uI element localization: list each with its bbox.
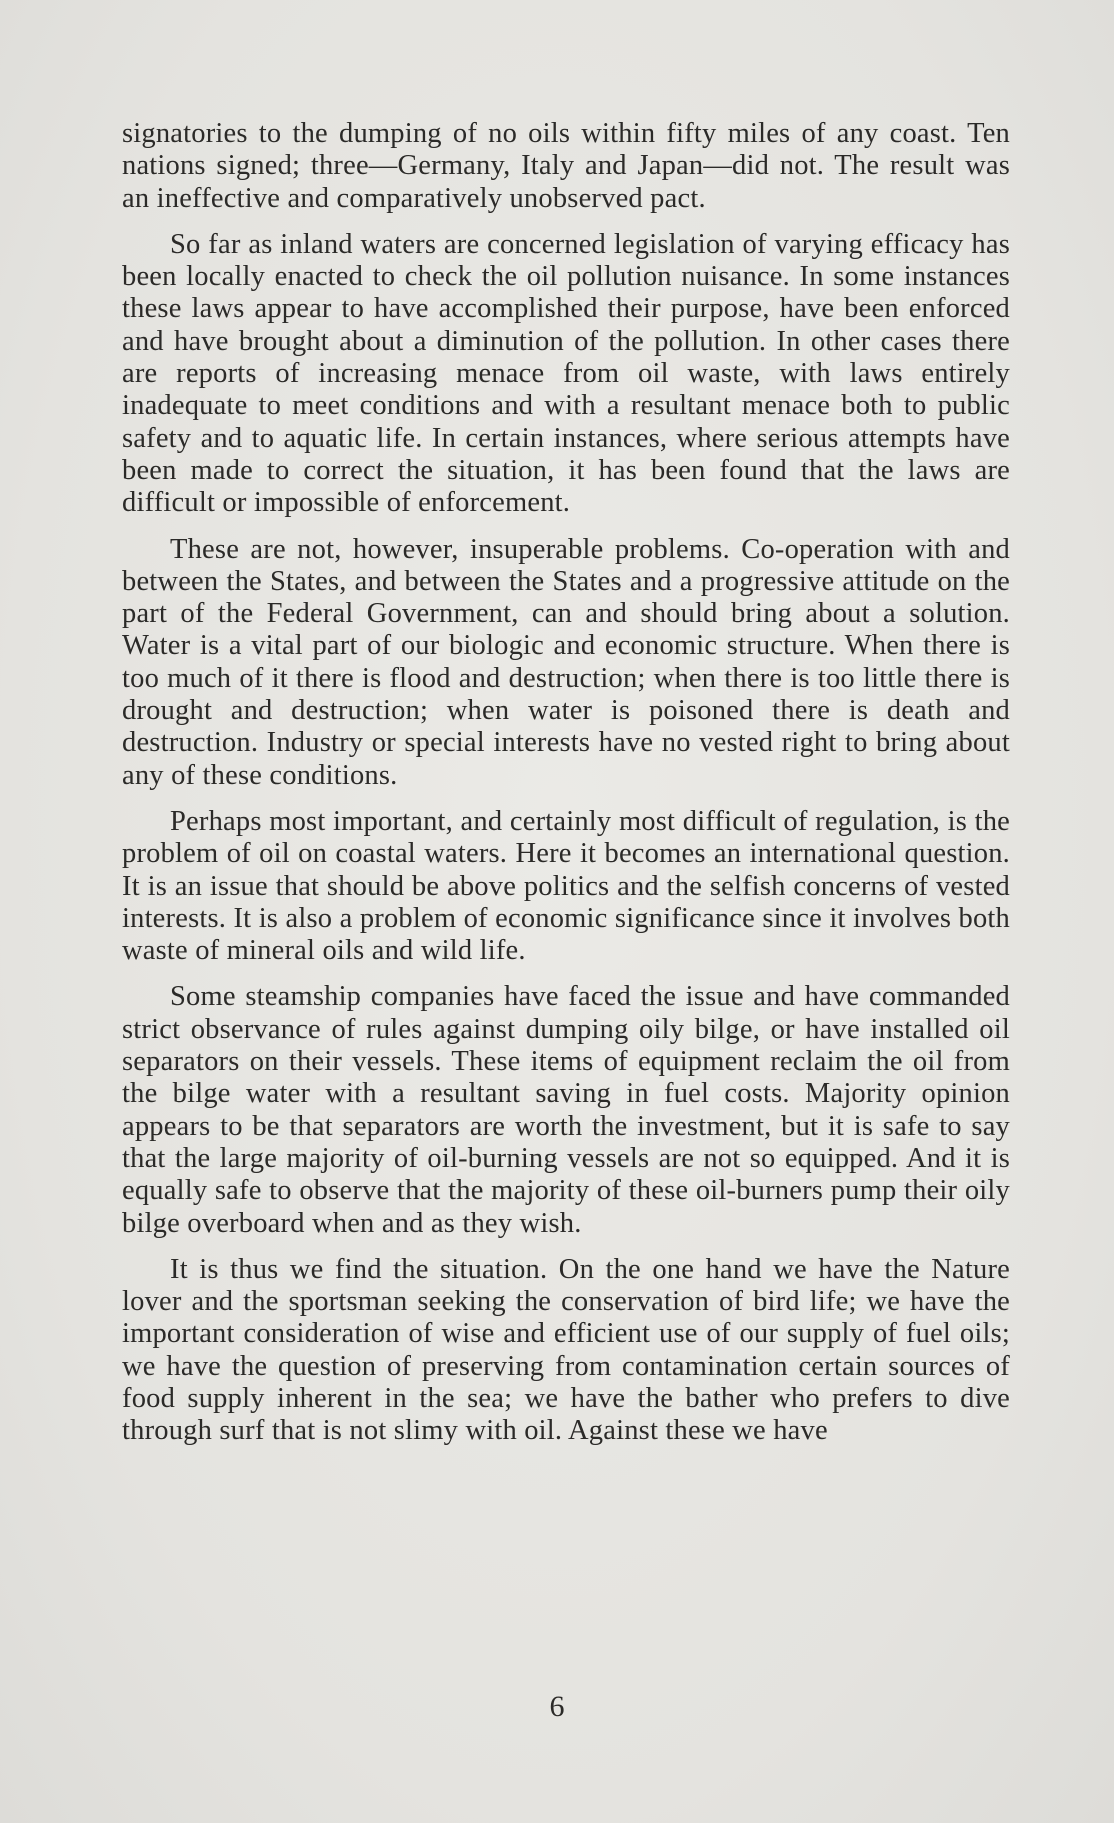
paragraph-insuperable-problems: These are not, however, insuperable problems. Co-operation with and between the States, and between the States and a progressive attitude on the part of the Federal Government, can and should bring about a solution. Water is a vital part of our biologic and economic structure. When there is too much of it there is flood and destruction; when there is too little there is drought and destruction; when water is poisoned there is death and destruction. Industry or special interests have no vested right to bring about any of these conditions. — [122, 533, 1010, 791]
page-number: 6 — [549, 1690, 565, 1723]
paragraph-continuation: signatories to the dumping of no oils within fifty miles of any coast. Ten nations signed; three—Germany, Italy and Japan—did not. The result was an ineffective and comparatively unobserved pact. — [122, 118, 1010, 214]
paragraph-inland-waters: So far as inland waters are concerned legislation of varying efficacy has been locally enacted to check the oil pollution nuisance. In some instances these laws appear to have accomplished their purpose, have been enforced and have brought about a diminution of the pollution. In other cases there are reports of increasing menace from oil waste, with laws entirely inadequate to meet conditions and with a resultant menace both to public safety and to aquatic life. In certain instances, where serious attempts have been made to correct the situation, it has been found that the laws are difficult or impossible of enforcement. — [122, 228, 1010, 519]
body-text — [122, 118, 1010, 1462]
paragraph-coastal-waters: Perhaps most important, and certainly most difficult of regulation, is the problem of oil on coastal waters. Here it becomes an international question. It is an issue that should be above politics and the selfish concerns of vested interests. It is also a problem of economic significance since it involves both waste of mineral oils and wild life. — [122, 805, 1010, 967]
paragraph-steamship-companies: Some steamship companies have faced the issue and have commanded strict observance of rules against dumping oily bilge, or have installed oil separators on their vessels. These items of equipment reclaim the oil from the bilge water with a resultant saving in fuel costs. Majority opinion appears to be that separators are worth the investment, but it is safe to say that the large majority of oil-burning vessels are not so equipped. And it is equally safe to observe that the majority of these oil-burners pump their oily bilge overboard when and as they wish. — [122, 981, 1010, 1239]
paragraph-situation: It is thus we find the situation. On the one hand we have the Nature lover and the sportsman seeking the conservation of bird life; we have the important consideration of wise and efficient use of our supply of fuel oils; we have the question of preserving from contamination certain sources of food supply inherent in the sea; we have the bather who prefers to dive through surf that is not slimy with oil. Against these we have — [122, 1253, 1010, 1447]
